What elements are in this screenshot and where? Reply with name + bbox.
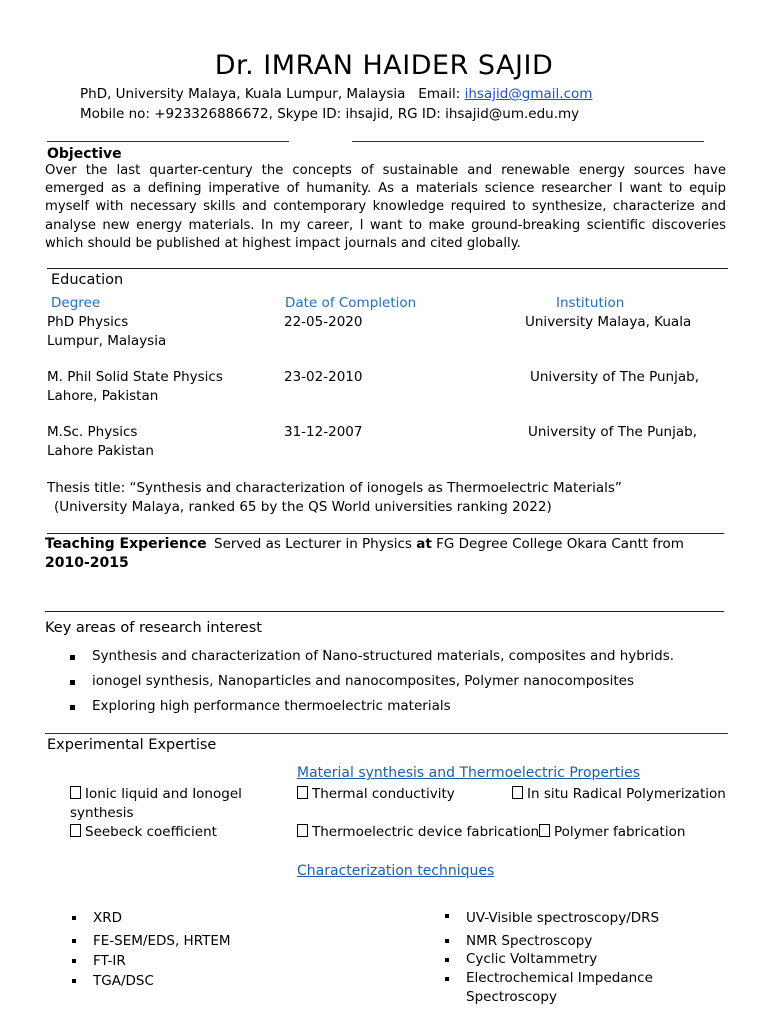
checkbox-icon — [512, 786, 523, 799]
expertise-item — [297, 786, 455, 802]
expertise-item-cont: synthesis — [70, 805, 134, 821]
expertise-item-label: Polymer fabrication — [554, 824, 686, 840]
technique-item: Cyclic Voltammetry — [466, 951, 598, 967]
edu-institution-cont: Lahore Pakistan — [47, 443, 154, 459]
cv-name: Dr. IMRAN HAIDER SAJID — [214, 50, 554, 81]
bullet-icon — [70, 680, 75, 685]
expertise-item-label: Thermoelectric device fabrication — [312, 824, 540, 840]
expertise-item — [539, 824, 685, 840]
divider — [45, 733, 728, 734]
edu-institution: University Malaya, Kuala — [525, 314, 692, 330]
expertise-item-label: In situ Radical Polymerization — [527, 786, 726, 802]
teaching-text-b: FG Degree College Okara Cantt from — [436, 536, 684, 552]
bullet-icon — [445, 939, 449, 943]
expertise-heading: Experimental Expertise — [47, 737, 217, 753]
thesis-title: Thesis title: “Synthesis and characterization of ionogels as Thermoelectric Materials” — [47, 480, 622, 496]
edu-date: 23-02-2010 — [284, 369, 363, 385]
divider — [47, 268, 728, 269]
edu-degree: M. Phil Solid State Physics — [47, 369, 223, 385]
bullet-icon — [70, 705, 75, 710]
education-heading: Education — [51, 272, 124, 288]
divider — [47, 533, 724, 534]
objective-heading: Objective — [47, 146, 122, 162]
expertise-item — [297, 824, 539, 840]
edu-degree: M.Sc. Physics — [47, 424, 138, 440]
checkbox-icon — [539, 824, 550, 837]
technique-item: XRD — [93, 910, 123, 926]
edu-institution: University of The Punjab, — [528, 424, 697, 440]
expertise-item — [70, 824, 217, 840]
bullet-icon — [72, 959, 76, 963]
synthesis-heading-link[interactable]: Material synthesis and Thermoelectric Properties — [297, 765, 641, 781]
header-line-2: Mobile no: +923326886672, Skype ID: ihsajid, RG ID: ihsajid@um.edu.my — [80, 106, 580, 122]
bullet-icon — [72, 916, 76, 920]
teaching-at: at — [416, 536, 432, 552]
edu-date: 31-12-2007 — [284, 424, 363, 440]
edu-institution-cont: Lumpur, Malaysia — [47, 333, 167, 349]
bullet-icon — [445, 977, 449, 981]
edu-institution-cont: Lahore, Pakistan — [47, 388, 159, 404]
teaching-text-a: Served as Lecturer in Physics — [214, 536, 412, 552]
technique-item: FE-SEM/EDS, HRTEM — [93, 933, 231, 949]
research-item: ionogel synthesis, Nanoparticles and nanocomposites, Polymer nanocomposites — [92, 673, 634, 689]
expertise-item — [512, 786, 726, 802]
bullet-icon — [72, 979, 76, 983]
checkbox-icon — [70, 824, 81, 837]
research-item: Exploring high performance thermoelectric materials — [92, 698, 451, 714]
technique-item-cont: Spectroscopy — [466, 989, 557, 1005]
divider — [45, 611, 724, 612]
expertise-item-label: Thermal conductivity — [312, 786, 455, 802]
research-heading: Key areas of research interest — [45, 620, 262, 636]
col-institution: Institution — [556, 295, 625, 311]
expertise-item — [70, 786, 242, 802]
email-link[interactable]: ihsajid@gmail.com — [464, 86, 593, 102]
header-line-1 — [80, 86, 592, 102]
technique-item: UV-Visible spectroscopy/DRS — [466, 910, 660, 926]
checkbox-icon — [297, 824, 308, 837]
characterization-heading-link[interactable]: Characterization techniques — [297, 863, 495, 879]
col-date: Date of Completion — [285, 295, 417, 311]
email-label: Email: — [418, 86, 461, 102]
bullet-icon — [445, 958, 449, 962]
bullet-icon — [445, 914, 449, 918]
research-item: Synthesis and characterization of Nano-structured materials, composites and hybrids. — [92, 648, 675, 664]
expertise-item-label: Ionic liquid and Ionogel — [85, 786, 242, 802]
header-divider-right — [352, 141, 704, 142]
edu-degree: PhD Physics — [47, 314, 129, 330]
technique-item: NMR Spectroscopy — [466, 933, 593, 949]
technique-item: TGA/DSC — [93, 973, 154, 989]
degree-affiliation: PhD, University Malaya, Kuala Lumpur, Malaysia — [80, 86, 406, 102]
technique-item: Electrochemical Impedance — [466, 970, 653, 986]
checkbox-icon — [297, 786, 308, 799]
expertise-item-label: Seebeck coefficient — [85, 824, 217, 840]
checkbox-icon — [70, 786, 81, 799]
technique-item: FT-IR — [93, 953, 126, 969]
col-degree: Degree — [51, 295, 101, 311]
teaching-text — [214, 536, 684, 552]
teaching-heading: Teaching Experience — [45, 536, 207, 552]
header-divider-left — [47, 141, 289, 142]
bullet-icon — [72, 939, 76, 943]
bullet-icon — [70, 655, 75, 660]
edu-date: 22-05-2020 — [284, 314, 363, 330]
objective-text: Over the last quarter-century the concepts of sustainable and renewable energy sources have emerged as a defining imperative of humanity. As a materials science researcher I want to equip myself with necessary skills and contemporary knowledge required to synthesize, characterize and analyse new energy materials. In my career, I want to make ground-breaking scientific discoveries which should be published at highest impact journals and cited globally. — [45, 163, 726, 251]
thesis-note: (University Malaya, ranked 65 by the QS World universities ranking 2022) — [54, 499, 552, 515]
edu-institution: University of The Punjab, — [530, 369, 699, 385]
teaching-years: 2010-2015 — [45, 555, 129, 571]
